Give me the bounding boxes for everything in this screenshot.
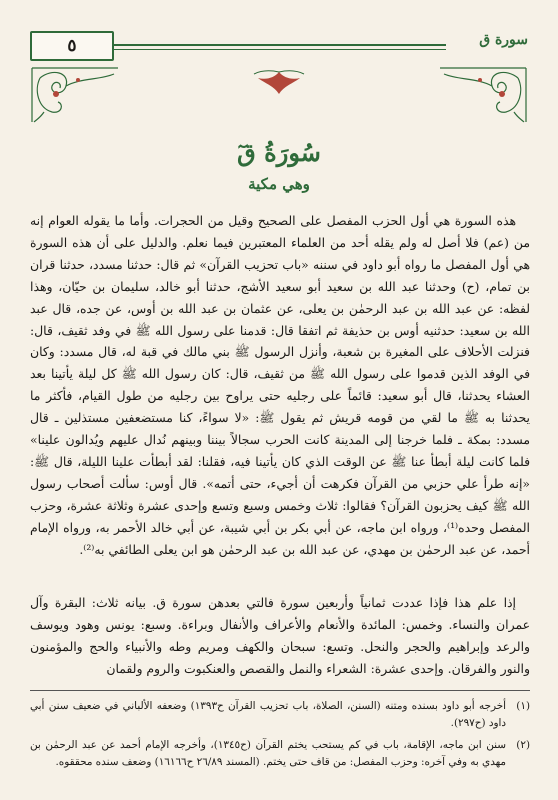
- running-title: سورة ق: [479, 32, 528, 48]
- footnote-divider: [30, 690, 530, 691]
- main-text: [30, 210, 530, 561]
- footnotes: [30, 698, 530, 776]
- footnote-item: [30, 698, 530, 731]
- paragraph: هذه السورة هي أول الحزب المفصل على الصحيح وقيل من الحجرات. وأما ما يقوله العوام إنه من (عم) فلا أصل له ولم يقله أحد من العلماء المعتبرين فيما نعلم. والدليل على أن هذه السورة هي أول المفصل ما رواه أبو داود في سننه «باب تحزيب القرآن» ثم قال: حدثنا مسدد، حدثنا قران بن تمام، (ح) وحدثنا عبد الله بن سعيد أبو سعيد الأشج، حدثنا أبو خالد، سليمان بن حيّان، وهذا لفظه: عن عبد الله بن عبد الرحمٰن بن يعلى، عن عثمان بن عبد الله بن أوس، عن جده، قال عبد الله بن سعيد: حدثنيه أوس بن حذيفة ثم اتفقا قال: قدمنا على رسول الله ﷺ في وفد ثقيف، قال: فنزلت الأحلاف على المغيرة بن شعبة، وأنزل الرسول ﷺ بني مالك في قبة له، قال مسدد: وكان في الوفد الذين قدموا على رسول الله ﷺ من ثقيف، قال: كان رسول الله ﷺ كل ليلة يأتينا بعد العشاء يحدثنا، قال أبو سعيد: قائماً على رجليه حتى يراوح بين رجليه من طول القيام، فأكثر ما يحدثنا به ﷺ ما لقي من قومه قريش ثم يقول ﷺ: «لا سواءً، كنا مستضعفين مستذلين ـ قال مسدد: بمكة ـ فلما خرجنا إلى المدينة كانت الحرب سجالاً بيننا وبينهم نُدال عليهم ويُدالون علينا» فلما كانت ليلة أبطأ عنا ﷺ عن الوقت الذي كان يأتينا فيه، فقلنا: لقد أبطأت علينا الليلة، قال ﷺ: «إنه طرأ علي حزبي من القرآن فكرهت أن أجيء، حتى أتمه». قال أوس: سألت أصحاب رسول الله ﷺ كيف يحزبون القرآن؟ فقالوا: ثلاث وخمس وسبع وتسع وإحدى عشرة وثلاثة عشرة، وحزب المفصل وحده⁽¹⁾، ورواه ابن ماجه، عن أبي بكر بن أبي شيبة، عن أبي خالد الأحمر به، ورواه الإمام أحمد، عن عبد الرحمٰن بن مهدي، عن عبد الله بن عبد الرحمٰن هو ابن يعلى الطائفي به⁽²⁾.: [30, 213, 530, 557]
- footnote-text: سنن ابن ماجه، الإقامة، باب في كم يستحب يختم القرآن (ح١٣٤٥)، وأخرجه الإمام أحمد عن عبد الرحمٰن بن مهدي به وفي آخره: وحزب المفصل: من قاف حتى يختم. (المسند ٢٦/٨٩ ح١٦١٦٦) وضعف سنده محققوه.: [30, 739, 506, 768]
- corner-ornament-right-icon: [438, 64, 528, 126]
- footnote-number: (٢): [516, 739, 530, 752]
- page-number: ٥: [30, 31, 114, 61]
- footnote-item: [30, 737, 530, 770]
- footnote-text: أخرجه أبو داود بسنده ومتنه (السنن، الصلاة، باب تحزيب القرآن ح١٣٩٣) وضعفه الألباني في ضعيف سنن أبي داود (ح٢٩٧).: [30, 700, 506, 729]
- surah-title: سُورَةُ قٓ: [237, 138, 321, 167]
- second-paragraph: [30, 592, 530, 680]
- title-top-ornament-icon: [252, 68, 306, 98]
- surah-subtitle: وهي مكية: [248, 175, 310, 193]
- footnote-number: (١): [516, 700, 530, 712]
- header-rule-thin: [112, 49, 446, 50]
- corner-ornament-left-icon: [30, 64, 120, 126]
- header-rule: [112, 44, 446, 46]
- paragraph: إذا علم هذا فإذا عددت ثمانياً وأربعين سورة فالتي بعدهن سورة ق. بيانه ثلاث: البقرة وآل عمران والنساء. وخمس: المائدة والأنعام والأعراف والأنفال وبراءة. وسبع: يونس وهود ويوسف والرعد وإبراهيم والحجر والنحل. وتسع: سبحان والكهف ومريم وطه والأنبياء والحج والمؤمنون والنور والفرقان. وإحدى عشرة: الشعراء والنمل والقصص والعنكبوت والروم ولقمان: [30, 595, 530, 676]
